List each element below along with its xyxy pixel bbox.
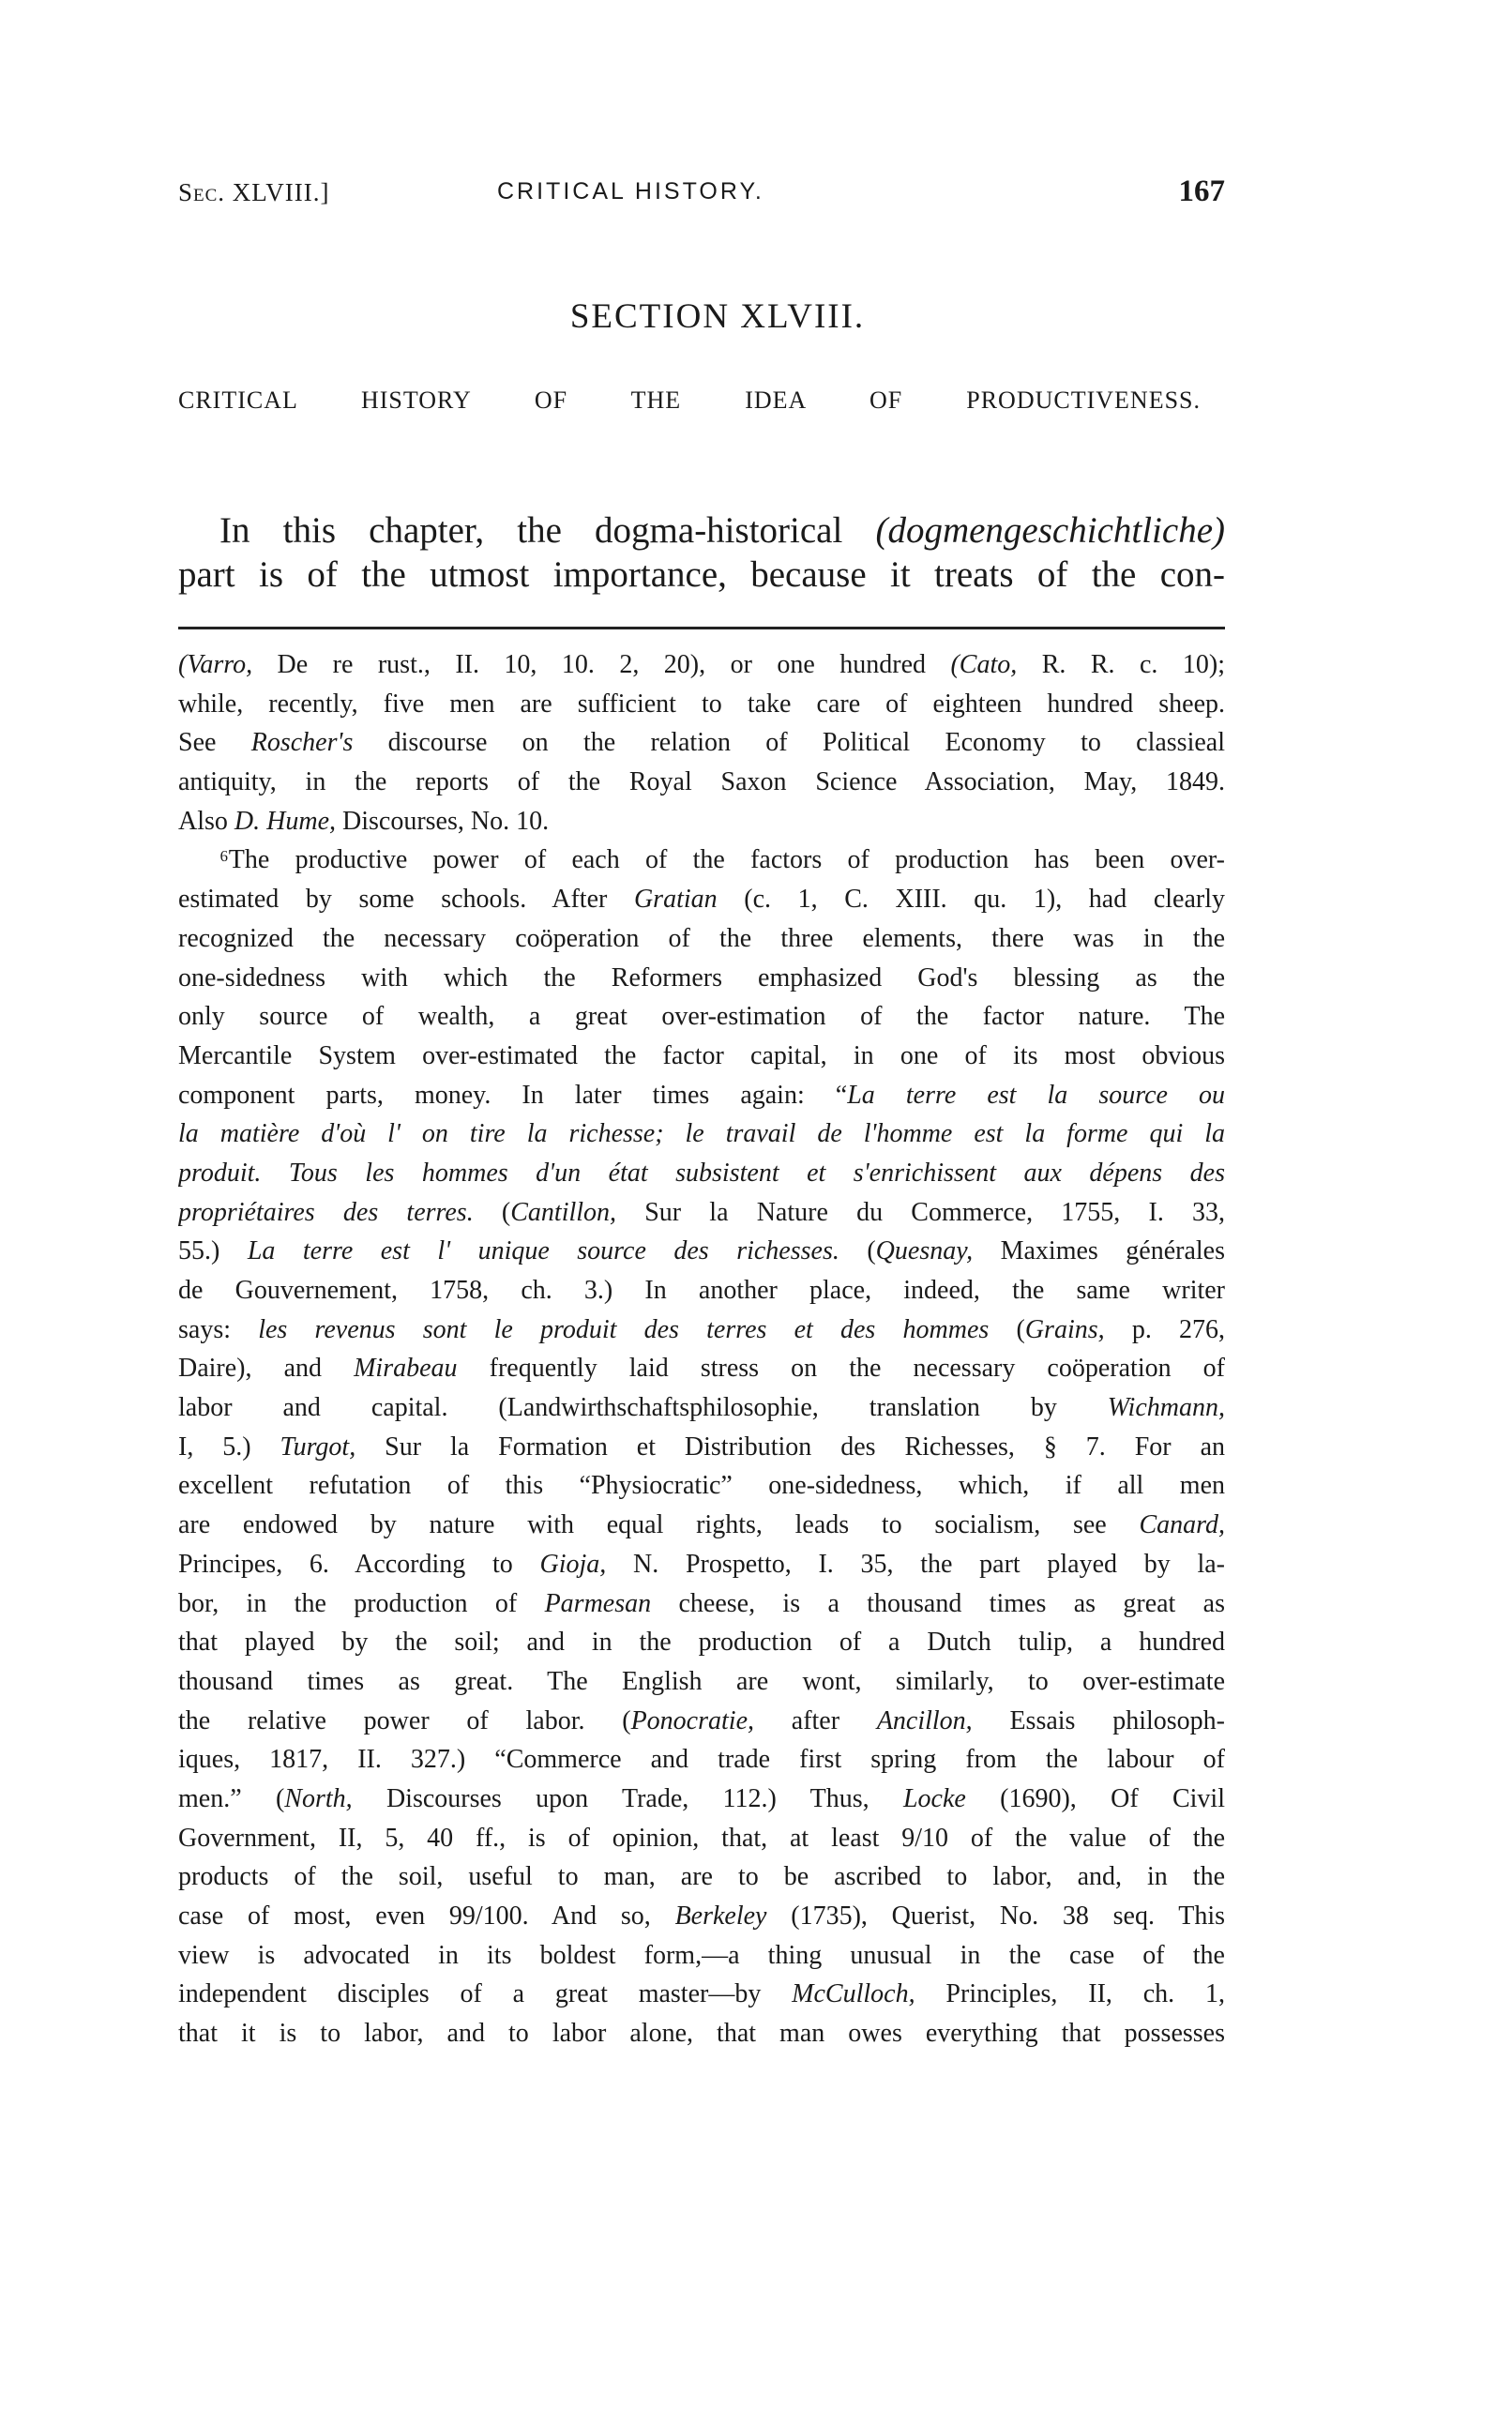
text-line [178,802,1225,841]
italic-text: North, [284,1783,353,1813]
text-line [178,1506,1225,1545]
text-segment: (1690), Of Civil [965,1783,1225,1813]
text-segment: Discourses, No. 10. [336,806,550,836]
text-line [178,1271,1225,1311]
italic-text: La terre est l' unique source des richesses. [247,1236,839,1266]
text-segment: thousand times as great. The English are wont, similarly, to over-estimate [178,1666,1225,1696]
text-segment: 55.) [178,1236,248,1266]
text-segment: ⁶The productive power of each of the factors of production has been over- [219,845,1225,875]
text-line [178,1975,1225,2014]
italic-text: Ponocratie, [630,1705,754,1735]
text-line [178,1819,1225,1858]
text-line [178,997,1225,1037]
italic-text: Berkeley [674,1901,767,1931]
text-segment: Maximes générales [973,1236,1225,1266]
text-segment: De re rust., II. 10, 10. 2, 20), or one hundred [252,650,951,679]
text-line [178,1428,1225,1467]
italic-text: D. Hume, [234,806,336,836]
text-segment: iques, 1817, II. 327.) “Commerce and trade first spring from the labour of [178,1745,1225,1775]
italic-text: Gratian [633,885,718,915]
italic-text: les revenus sont le produit des terres et des hommes [258,1314,990,1344]
text-line [178,1154,1225,1193]
text-segment: Sur la Formation et Distribution des Richesses, § 7. For an [355,1432,1225,1462]
footnote-divider [178,627,1225,629]
italic-text: Roscher's [250,728,354,758]
text-segment: men.” ( [178,1783,285,1813]
text-segment: part is of the utmost importance, because it treats of the con- [178,554,1225,595]
italic-text: (Varro, [178,650,253,679]
text-line [178,1702,1225,1741]
page-number: 167 [1178,174,1225,208]
text-line [178,1897,1225,1936]
italic-text: Cantillon, [510,1197,617,1227]
text-line [178,1584,1225,1624]
italic-text: Parmesan [544,1588,652,1618]
text-line [178,1857,1225,1897]
text-segment: I, 5.) [178,1432,280,1462]
italic-text: Turgot, [280,1432,356,1462]
text-segment: Discourses upon Trade, 112.) Thus, [352,1783,903,1813]
text-line [178,1623,1225,1662]
text-segment: case of most, even 99/100. And so, [178,1901,675,1931]
italic-text: Ancillon, [876,1705,973,1735]
text-line [178,1349,1225,1388]
text-segment: frequently laid stress on the necessary coöperation of [457,1354,1225,1384]
text-line [178,1232,1225,1271]
text-segment: p. 276, [1104,1314,1225,1344]
text-segment: recognized the necessary coöperation of the three elements, there was in the [178,923,1225,953]
italic-text: produit. Tous les hommes d'un état subsistent et s'enrichissent aux dépens des [178,1158,1225,1188]
text-line [178,841,1225,880]
text-segment: excellent refutation of this “Physiocratic” one-sidedness, which, if all men [178,1471,1225,1501]
text-segment: says: [178,1314,259,1344]
text-line [178,959,1225,998]
text-segment: ( [473,1197,511,1227]
italic-text: La terre est la source ou [847,1080,1225,1110]
text-segment: after [754,1705,877,1735]
footnotes [178,645,1225,2053]
text-segment: independent disciples of a great master—by [178,1979,793,2009]
text-line [178,723,1225,763]
text-line [178,553,1225,597]
section-title: SECTION XLVIII. [569,297,866,336]
text-line [178,880,1225,919]
text-line [178,1545,1225,1584]
text-segment: view is advocated in its boldest form,—a thing unusual in the case of the [178,1940,1225,1970]
italic-text: Mirabeau [354,1354,458,1384]
text-line [178,645,1225,685]
text-segment: (c. 1, C. XIII. qu. 1), had clearly [717,885,1225,915]
section-reference: Sec. XLVIII.] [178,178,330,206]
text-line [178,1466,1225,1506]
running-title: CRITICAL HISTORY. [497,178,764,205]
text-segment: the relative power of labor. ( [178,1705,631,1735]
text-line [178,1037,1225,1076]
text-segment: only source of wealth, a great over-estimation of the factor nature. The [178,1002,1225,1032]
section-subtitle: CRITICAL HISTORY OF THE IDEA OF PRODUCTIVENESS. [178,386,1201,414]
italic-text: McCulloch, [792,1979,915,2009]
running-header [178,174,1225,216]
italic-text: Grains, [1024,1314,1105,1344]
italic-text: Locke [902,1783,966,1813]
text-segment: Daire), and [178,1354,355,1384]
text-line [178,1780,1225,1819]
italic-text: la matière d'où l' on tire la richesse; le travail de l'homme est la forme qui la [178,1119,1225,1149]
text-segment: bor, in the production of [178,1588,545,1618]
text-segment: Government, II, 5, 40 ff., is of opinion, that, at least 9/10 of the value of the [178,1823,1225,1853]
text-segment: labor and capital. (Landwirthschaftsphilosophie, translation by [178,1393,1108,1423]
text-segment: In this chapter, the dogma-historical [219,510,876,551]
text-line [178,508,1225,553]
text-segment: products of the soil, useful to man, are to be ascribed to labor, and, in the [178,1862,1225,1892]
text-line [178,1388,1225,1428]
text-line [178,1193,1225,1233]
text-segment: component parts, money. In later times again: “ [178,1080,848,1110]
text-line [178,685,1225,724]
text-segment: discourse on the relation of Political Economy to classieal [353,728,1225,758]
text-line [178,1076,1225,1115]
text-segment: de Gouvernement, 1758, ch. 3.) In another place, indeed, the same writer [178,1276,1225,1305]
text-segment: Essais philosoph- [972,1705,1225,1735]
text-segment: cheese, is a thousand times as great as [651,1588,1225,1618]
italic-text: Quesnay, [875,1236,974,1266]
text-segment: ( [839,1236,876,1266]
text-segment: are endowed by nature with equal rights, leads to socialism, see [178,1510,1140,1540]
text-segment: See [178,728,251,758]
text-segment: Principles, II, ch. 1, [915,1979,1225,2009]
italic-text: (Cato, [950,650,1018,679]
italic-text: Wichmann, [1107,1393,1225,1423]
text-line [178,1114,1225,1154]
text-segment: Mercantile System over-estimated the factor capital, in one of its most obvious [178,1040,1225,1070]
text-line [178,2014,1225,2053]
text-segment: estimated by some schools. After [178,885,634,915]
italic-text: Canard, [1139,1510,1225,1540]
italic-text: propriétaires des terres. [178,1197,474,1227]
text-line [178,1936,1225,1976]
italic-text: Gioja, [539,1549,607,1579]
text-segment: that played by the soil; and in the production of a Dutch tulip, a hundred [178,1628,1225,1658]
text-segment: R. R. c. 10); [1017,650,1225,679]
text-segment: while, recently, five men are sufficient to take care of eighteen hundred sheep. [178,689,1225,719]
body-text [178,508,1225,597]
text-segment: antiquity, in the reports of the Royal Saxon Science Association, May, 1849. [178,767,1225,797]
text-line [178,919,1225,959]
text-segment: N. Prospetto, I. 35, the part played by la- [606,1549,1225,1579]
text-segment: Also [178,806,234,836]
text-segment: (1735), Querist, No. 38 seq. This [766,1901,1225,1931]
text-segment: that it is to labor, and to labor alone, that man owes everything that possesses [178,2019,1225,2049]
text-line [178,1662,1225,1702]
text-segment: Sur la Nature du Commerce, 1755, I. 33, [616,1197,1225,1227]
text-line [178,1311,1225,1350]
italic-text: (dogmengeschichtliche) [875,510,1225,551]
text-segment: one-sidedness with which the Reformers emphasized God's blessing as the [178,962,1225,992]
text-segment: ( [989,1314,1025,1344]
text-line [178,1740,1225,1780]
text-line [178,763,1225,802]
text-segment: Principes, 6. According to [178,1549,540,1579]
